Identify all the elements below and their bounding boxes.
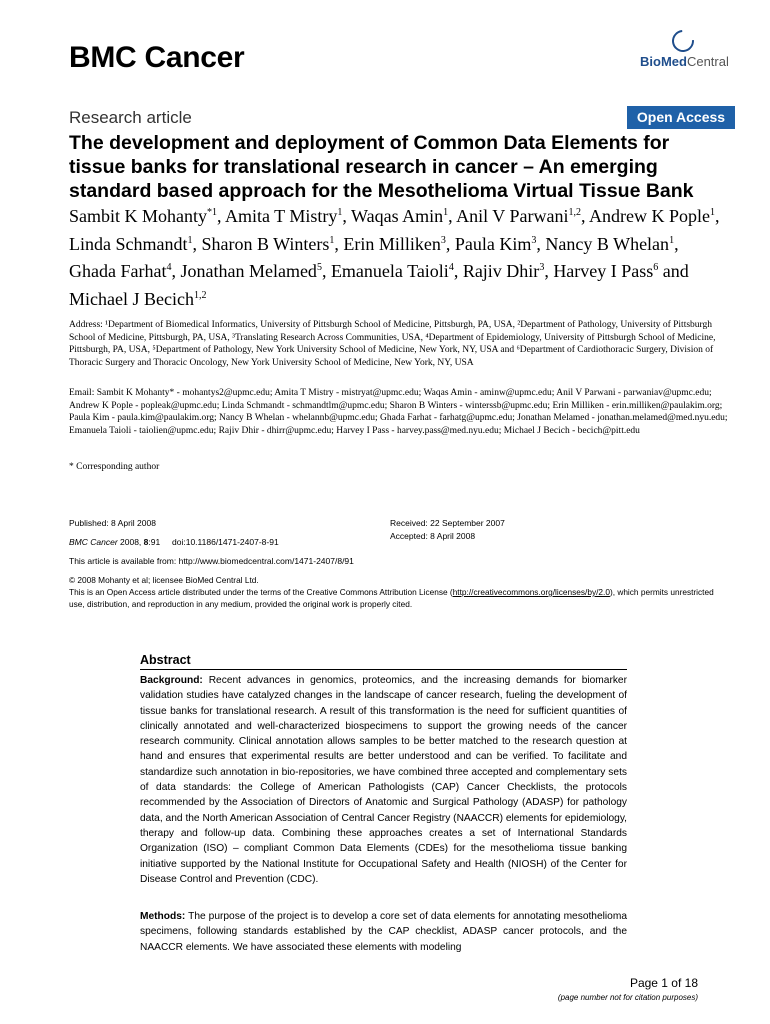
author-affiliation-mark: 1,2: [193, 289, 207, 301]
author-affiliation-mark: 4: [166, 262, 172, 273]
author-name: Nancy B Whelan: [545, 233, 670, 254]
author-name: Paula Kim: [454, 233, 532, 254]
journal-title: BMC Cancer: [69, 41, 245, 74]
page-number: Page 1 of 18: [629, 976, 698, 990]
author-affiliation-mark: 6: [653, 262, 659, 273]
author-affiliation-mark: 4: [448, 262, 454, 273]
citation-doi: :91 doi:10.1186/1471-2407-8-91: [148, 537, 279, 547]
corresponding-author-note: * Corresponding author: [69, 462, 160, 472]
author-name: Rajiv Dhir: [462, 261, 540, 281]
author-name: Emanuela Taioli: [330, 261, 449, 281]
author-affiliation-mark: 3: [440, 234, 446, 246]
logo-central: Central: [686, 54, 729, 69]
author-affiliation-mark: 3: [539, 262, 545, 273]
author-affiliation-mark: 1: [443, 207, 449, 218]
author-name: Andrew K Pople: [588, 206, 710, 226]
author-name: Sharon B Winters: [201, 233, 330, 254]
received-date: Received: 22 September 2007: [390, 518, 505, 528]
author-affiliation-mark: 1,2: [568, 207, 581, 218]
article-url[interactable]: This article is available from: http://www.biomedcentral.com/1471-2407/8/91: [69, 556, 354, 566]
page-number-note: (page number not for citation purposes): [557, 993, 698, 1002]
author-affiliation-mark: 1: [187, 234, 193, 246]
abstract-background: [140, 673, 627, 887]
author-name: Ghada Farhat: [69, 261, 167, 281]
article-type: Research article: [69, 108, 192, 127]
author-affiliation-mark: 3: [531, 234, 537, 246]
author-name: Jonathan Melamed: [180, 261, 317, 281]
author-emails: Email: Sambit K Mohanty* - mohantys2@upmc.edu; Amita T Mistry - mistryat@upmc.edu; Waqas Amin - aminw@upmc.edu; Anil V Parwani - parwaniav@upmc.edu; Andrew K Pople - popleak@upmc.edu; Linda Schmandt - schmandtlm@upmc.edu; Sharon B Winters - winterssb@upmc.edu; Erin Milliken - erin.milliken@paulakim.org; Paula Kim - paula.kim@paulakim.org; Nancy B Whelan - whelannb@upmc.edu; Ghada Farhat - farhatg@upmc.edu; Jonathan Melamed - jonathan.melamed@med.nyu.edu; Emanuela Taioli - taiolien@upmc.edu; Rajiv Dhir - dhirr@upmc.edu; Harvey I Pass - harvey.pass@med.nyu.edu; Michael J Becich - becich@pitt.edu: [69, 388, 728, 437]
citation: [69, 537, 279, 547]
citation-year: 2008,: [117, 537, 144, 547]
author-affiliation-mark: 1: [329, 234, 335, 246]
license-block: [69, 574, 729, 610]
author-affiliation-mark: 1: [669, 234, 675, 246]
published-date: Published: 8 April 2008: [69, 518, 156, 528]
author-affiliation-mark: 1: [337, 207, 343, 218]
license-text: [69, 586, 729, 610]
abstract-divider: [140, 669, 627, 670]
author-name: Amita T Mistry: [225, 206, 338, 226]
abstract-methods: [140, 909, 627, 955]
author-name: Anil V Parwani: [456, 206, 569, 226]
author-name: Sambit K Mohanty: [69, 206, 207, 226]
author-affiliation-mark: *1: [207, 207, 217, 218]
logo-bio: BioMed: [640, 54, 687, 69]
copyright-line: © 2008 Mohanty et al; licensee BioMed Central Ltd.: [69, 575, 259, 585]
license-link[interactable]: http://creativecommons.org/licenses/by/2.0: [452, 587, 610, 597]
methods-text: The purpose of the project is to develop a core set of data elements for annotating mesothelioma specimens, following standards established by the CAP checklist, ADASP cancer protocols, and the NAACCR elements. We have associated these elements with modeling: [140, 911, 627, 953]
author-name: Erin Milliken: [343, 233, 441, 254]
accepted-date: Accepted: 8 April 2008: [390, 531, 476, 541]
license-text-start: This is an Open Access article distributed under the terms of the Creative Commons Attribution License (: [69, 587, 453, 597]
background-label: Background:: [140, 675, 203, 686]
biomed-central-logo: [640, 30, 730, 70]
abstract-heading: Abstract: [140, 653, 191, 667]
author-name: Linda Schmandt: [69, 233, 188, 254]
author-affiliation-mark: 1: [709, 207, 715, 218]
background-text: Recent advances in genomics, proteomics, and the increasing demands for biomarker validation studies have catalyzed changes in the landscape of cancer research, fueling the development of tissue banks for translational research. A result of this transformation is the need for sufficient quantities of clinically annotated and well-characterized biospecimens to support the growing needs of the cancer research community. Clinical annotation allows samples to be better matched to the research question at hand and ensures that experimental results are better understood and can be verified. To facilitate and standardize such annotation in bio-repositories, we have combined three accepted and complementary sets of data standards: the College of American Pathologists (CAP) Cancer Checklists, the protocols recommended by the Association of Directors of Anatomic and Surgical Pathology (ADASP) for pathology data, and the North American Association of Central Cancer Registry (NAACCR) elements for epidemiology, therapy and follow-up data. Combining these approaches creates a set of International Standards Organization (ISO) – compliant Common Data Elements (CDEs) for the mesothelioma tissue banking initiative supported by the National Institute for Occupational Safety and Health (NIOSH) of the Center for Disease Control and Prevention (CDC).: [140, 675, 627, 885]
author-name: Michael J Becich: [69, 288, 194, 309]
license-text-end: ), which permits unrestricted use, distribution, and reproduction in any medium, provided the original work is properly cited.: [69, 587, 714, 609]
citation-volume: 8: [143, 537, 149, 547]
author-name: Waqas Amin: [351, 206, 444, 226]
open-access-badge: Open Access: [627, 106, 735, 129]
author-list: Sambit K Mohanty$^{*1}$, Amita T Mistry$^1$, Waqas Amin$^1$, Anil V Parwani$^{1,2}$, Andrew K Pople$^1$, Linda Schmandt$^1$, Sharon B Winters$^1$, Erin Milliken$^3$, Paula Kim$^3$, Nancy B Whelan$^1$, Ghada Farhat$^4$, Jonathan Melamed$^5$, Emanuela Taioli$^4$, Rajiv Dhir$^3$, Harvey I Pass$^6$ and Michael J Becich$^{1,2}$: [69, 206, 720, 309]
citation-journal: BMC Cancer: [69, 537, 118, 547]
logo-arc-icon: [668, 26, 699, 57]
methods-label: Methods:: [140, 911, 186, 922]
article-title: The development and deployment of Common Data Elements for tissue banks for translational research in cancer – An emerging standard based approach for the Mesothelioma Virtual Tissue Bank: [69, 132, 694, 202]
author-name: Harvey I Pass: [553, 261, 654, 281]
affiliations: Address: ¹Department of Biomedical Informatics, University of Pittsburgh School of Medicine, Pittsburgh, PA, USA, ²Department of Pathology, University of Pittsburgh School of Medicine, Pittsburgh, PA, USA, ³Translating Research Across Communities, USA, ⁴Department of Epidemiology, University of Pittsburgh School of Medicine, Pittsburgh, PA, USA, ⁵Department of Pathology, New York University School of Medicine, New York, NY, USA and ⁶Department of Cardiothoracic Surgery, Division of Thoracic Surgery and Thoracic Oncology, New York University School of Medicine, New York, NY, USA: [69, 320, 716, 369]
author-affiliation-mark: 5: [316, 262, 322, 273]
